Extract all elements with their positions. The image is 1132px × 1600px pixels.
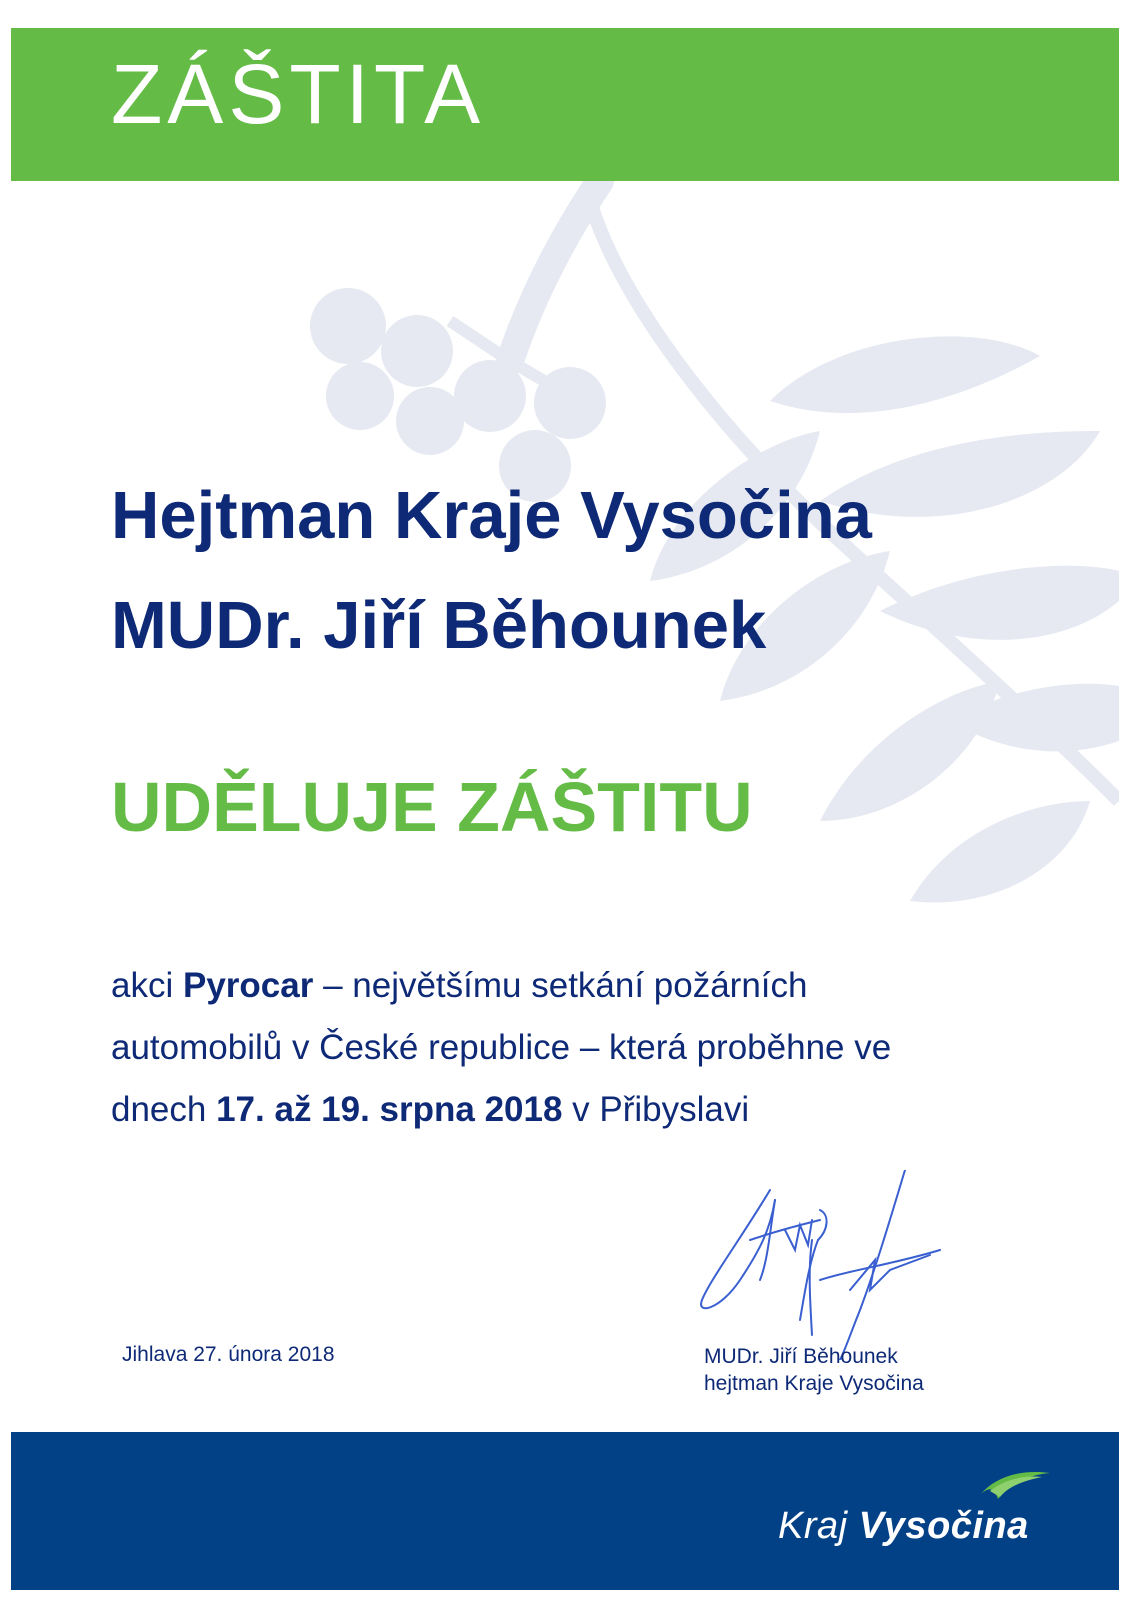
patronage-text xyxy=(111,955,1071,1141)
page-title: ZÁŠTITA xyxy=(111,47,486,141)
text-line-3: dnech 17. až 19. srpna 2018 v Přibyslavi xyxy=(111,1090,750,1129)
logo-word-vysocina: Vysočina xyxy=(858,1505,1029,1547)
logo-word-kraj: Kraj xyxy=(778,1505,848,1547)
place-date: Jihlava 27. února 2018 xyxy=(122,1343,335,1366)
signer-block xyxy=(704,1343,924,1397)
kraj-vysocina-swoosh-icon xyxy=(980,1465,1050,1501)
text-line-2: automobilů v České republice – která proběhne ve xyxy=(111,1028,892,1067)
signer-name: MUDr. Jiří Běhounek xyxy=(704,1345,898,1368)
handwritten-signature xyxy=(700,1170,960,1360)
text-line-1: akci Pyrocar – největšímu setkání požárních xyxy=(111,966,808,1005)
kraj-vysocina-logo xyxy=(778,1505,1029,1548)
grant-heading: UDĚLUJE ZÁŠTITU xyxy=(111,768,753,846)
heading-name: MUDr. Jiří Běhounek xyxy=(111,588,767,663)
signer-role: hejtman Kraje Vysočina xyxy=(704,1372,924,1395)
heading-hejtman: Hejtman Kraje Vysočina xyxy=(111,478,872,553)
